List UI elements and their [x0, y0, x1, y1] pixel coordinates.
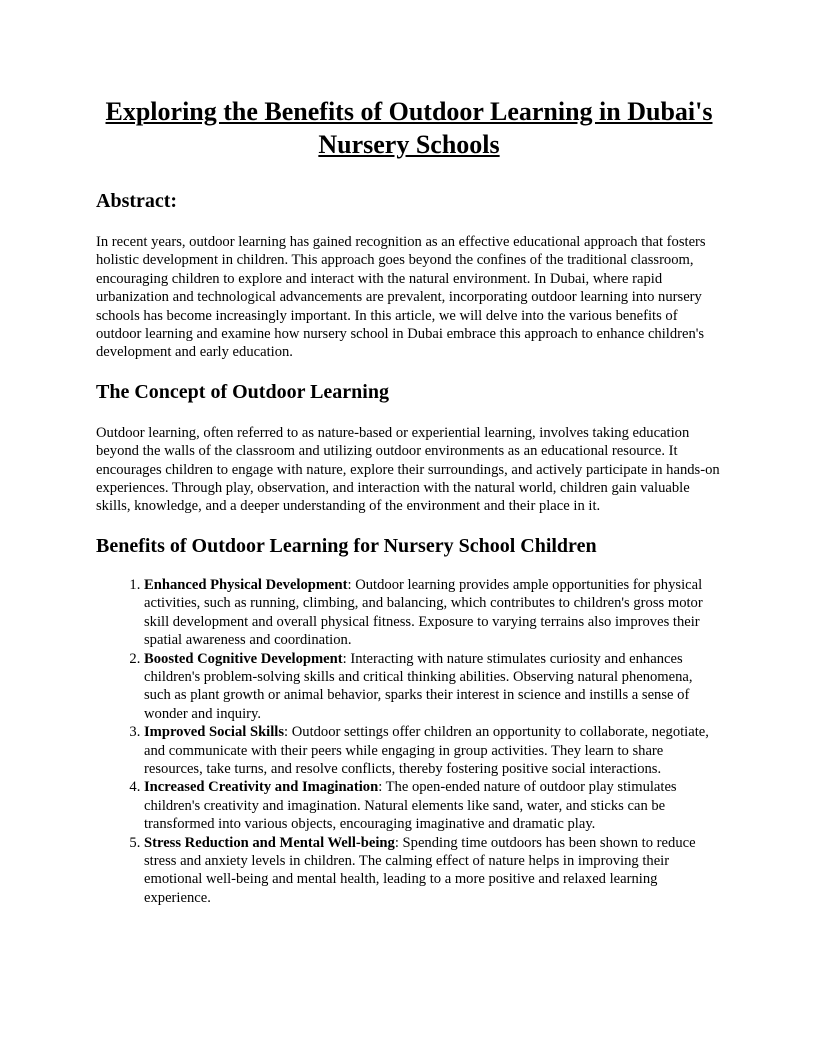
- list-item-text: : Interacting with nature stimulates curiosity and enhances children's problem-solving skills and critical thinking abilities. Observing natural phenomena, such as plant growth or animal behavior, sparks their interest in science and instills a sense of wonder and inquiry.: [144, 650, 693, 722]
- list-item-term: Enhanced Physical Development: [144, 576, 348, 593]
- list-item-text: : Outdoor learning provides ample opportunities for physical activities, such as running, climbing, and balancing, which contributes to children's gross motor skill development and overall physical fitness. Exposure to varying terrains also improves their spatial awareness and coordination.: [144, 576, 703, 649]
- list-item-term: Improved Social Skills: [144, 724, 285, 741]
- list-item: [144, 834, 722, 908]
- list-item: [144, 778, 722, 833]
- concept-paragraph: Outdoor learning, often referred to as nature-based or experiential learning, involves taking education beyond the walls of the classroom and utilizing outdoor environments as an educational resource. It encourages children to engage with nature, explore their surroundings, and actively participate in hands-on experiences. Through play, observation, and interaction with the natural world, children gain valuable skills, knowledge, and a deeper understanding of the environment and their place in it.: [96, 424, 720, 515]
- list-item-text: : Spending time outdoors has been shown to reduce stress and anxiety levels in children. The calming effect of nature helps in improving their emotional well-being and mental health, leading to a more positive and relaxed learning experience.: [144, 834, 696, 906]
- document-title: Exploring the Benefits of Outdoor Learning in Dubai's Nursery Schools: [105, 97, 713, 159]
- list-item: [144, 650, 722, 724]
- abstract-heading: Abstract:: [96, 190, 178, 212]
- list-item: [144, 576, 722, 650]
- list-item-text: : Outdoor settings offer children an opportunity to collaborate, negotiate, and communicate with their peers while engaging in group activities. They learn to share resources, take turns, and resolve conflicts, thereby fostering positive social interactions.: [144, 724, 709, 777]
- list-item-text: : The open-ended nature of outdoor play stimulates children's creativity and imagination. Natural elements like sand, water, and sticks can be transformed into various objects, encouraging imaginative and dramatic play.: [144, 779, 677, 833]
- document-page: [96, 0, 722, 907]
- concept-heading: The Concept of Outdoor Learning: [96, 380, 389, 403]
- list-item-term: Stress Reduction and Mental Well-being: [144, 834, 395, 851]
- abstract-paragraph: In recent years, outdoor learning has gained recognition as an effective educational approach that fosters holistic development in children. This approach goes beyond the confines of the traditional classroom, encouraging children to explore and interact with the natural environment. In Dubai, where rapid urbanization and technological advancements are prevalent, incorporating outdoor learning into nursery schools has become increasingly important. In this article, we will delve into the various benefits of outdoor learning and examine how nursery school in Dubai embrace this approach to enhance children's development and early education.: [96, 234, 706, 361]
- list-item: [144, 723, 722, 778]
- list-item-term: Increased Creativity and Imagination: [144, 779, 379, 796]
- benefits-heading: Benefits of Outdoor Learning for Nursery School Children: [96, 534, 597, 557]
- benefits-list: [96, 576, 722, 907]
- list-item-term: Boosted Cognitive Development: [144, 650, 343, 667]
